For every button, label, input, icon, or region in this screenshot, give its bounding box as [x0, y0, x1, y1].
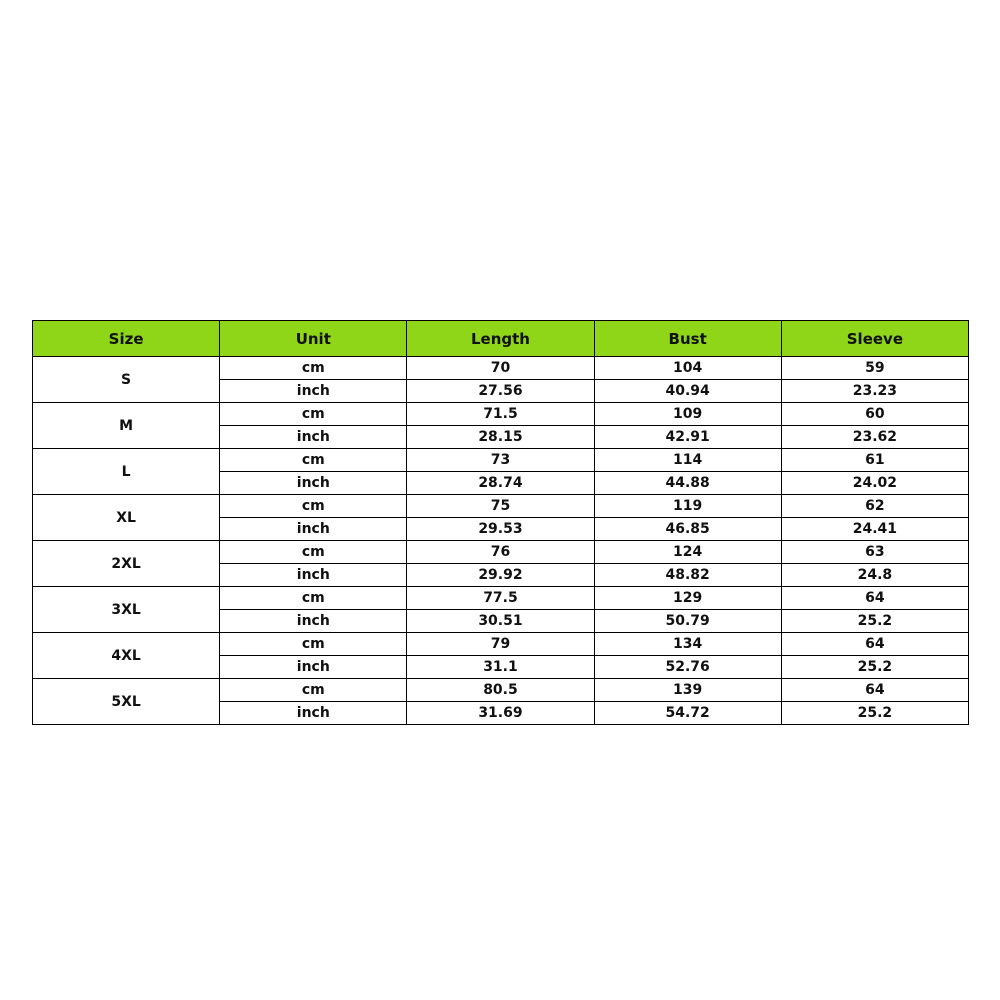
sleeve-cell: 24.02 — [781, 472, 968, 495]
size-chart-header — [33, 321, 969, 357]
bust-cell: 119 — [594, 495, 781, 518]
size-chart-table — [32, 320, 969, 725]
size-label: 4XL — [33, 633, 220, 679]
length-cell: 76 — [407, 541, 594, 564]
bust-cell: 44.88 — [594, 472, 781, 495]
bust-cell: 50.79 — [594, 610, 781, 633]
bust-cell: 42.91 — [594, 426, 781, 449]
table-row — [33, 679, 969, 702]
unit-cell: cm — [220, 541, 407, 564]
table-row — [33, 587, 969, 610]
length-cell: 71.5 — [407, 403, 594, 426]
size-label: XL — [33, 495, 220, 541]
sleeve-cell: 60 — [781, 403, 968, 426]
bust-cell: 40.94 — [594, 380, 781, 403]
sleeve-cell: 25.2 — [781, 610, 968, 633]
unit-cell: inch — [220, 426, 407, 449]
unit-cell: inch — [220, 380, 407, 403]
unit-cell: cm — [220, 403, 407, 426]
size-label: 2XL — [33, 541, 220, 587]
length-cell: 29.92 — [407, 564, 594, 587]
sleeve-cell: 23.23 — [781, 380, 968, 403]
header-bust: Bust — [594, 321, 781, 357]
length-cell: 70 — [407, 357, 594, 380]
unit-cell: cm — [220, 357, 407, 380]
sleeve-cell: 61 — [781, 449, 968, 472]
sleeve-cell: 23.62 — [781, 426, 968, 449]
bust-cell: 114 — [594, 449, 781, 472]
size-label: 3XL — [33, 587, 220, 633]
unit-cell: inch — [220, 656, 407, 679]
bust-cell: 46.85 — [594, 518, 781, 541]
unit-cell: inch — [220, 518, 407, 541]
sleeve-cell: 63 — [781, 541, 968, 564]
unit-cell: cm — [220, 633, 407, 656]
bust-cell: 104 — [594, 357, 781, 380]
length-cell: 77.5 — [407, 587, 594, 610]
unit-cell: cm — [220, 495, 407, 518]
size-chart-body — [33, 357, 969, 725]
bust-cell: 54.72 — [594, 702, 781, 725]
sleeve-cell: 62 — [781, 495, 968, 518]
header-sleeve: Sleeve — [781, 321, 968, 357]
sleeve-cell: 64 — [781, 587, 968, 610]
header-length: Length — [407, 321, 594, 357]
length-cell: 31.1 — [407, 656, 594, 679]
sleeve-cell: 64 — [781, 633, 968, 656]
length-cell: 73 — [407, 449, 594, 472]
unit-cell: inch — [220, 472, 407, 495]
sleeve-cell: 25.2 — [781, 702, 968, 725]
unit-cell: inch — [220, 610, 407, 633]
table-row — [33, 633, 969, 656]
size-label: M — [33, 403, 220, 449]
table-row — [33, 541, 969, 564]
sleeve-cell: 24.41 — [781, 518, 968, 541]
sleeve-cell: 64 — [781, 679, 968, 702]
length-cell: 27.56 — [407, 380, 594, 403]
bust-cell: 109 — [594, 403, 781, 426]
length-cell: 30.51 — [407, 610, 594, 633]
bust-cell: 124 — [594, 541, 781, 564]
size-label: S — [33, 357, 220, 403]
unit-cell: inch — [220, 702, 407, 725]
table-row — [33, 449, 969, 472]
sleeve-cell: 25.2 — [781, 656, 968, 679]
header-unit: Unit — [220, 321, 407, 357]
length-cell: 28.74 — [407, 472, 594, 495]
length-cell: 80.5 — [407, 679, 594, 702]
length-cell: 28.15 — [407, 426, 594, 449]
unit-cell: cm — [220, 587, 407, 610]
table-row — [33, 403, 969, 426]
header-size: Size — [33, 321, 220, 357]
sleeve-cell: 24.8 — [781, 564, 968, 587]
bust-cell: 134 — [594, 633, 781, 656]
length-cell: 31.69 — [407, 702, 594, 725]
table-row — [33, 495, 969, 518]
bust-cell: 129 — [594, 587, 781, 610]
table-row — [33, 357, 969, 380]
unit-cell: cm — [220, 449, 407, 472]
length-cell: 79 — [407, 633, 594, 656]
bust-cell: 52.76 — [594, 656, 781, 679]
size-label: L — [33, 449, 220, 495]
bust-cell: 48.82 — [594, 564, 781, 587]
unit-cell: cm — [220, 679, 407, 702]
unit-cell: inch — [220, 564, 407, 587]
length-cell: 29.53 — [407, 518, 594, 541]
sleeve-cell: 59 — [781, 357, 968, 380]
size-label: 5XL — [33, 679, 220, 725]
bust-cell: 139 — [594, 679, 781, 702]
header-row — [33, 321, 969, 357]
length-cell: 75 — [407, 495, 594, 518]
